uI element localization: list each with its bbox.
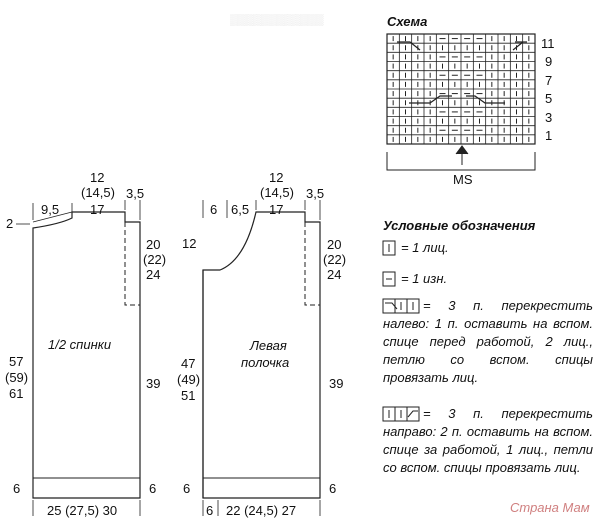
front-armhole: (22) <box>323 252 347 267</box>
back-total-length: 61 <box>9 386 24 401</box>
back-top-width: 17 <box>90 202 105 217</box>
front-title: полочка <box>241 355 290 370</box>
front-bottom-width: 22 (24,5) 27 <box>226 503 297 518</box>
back-title: 1/2 спинки <box>48 337 112 352</box>
front-armhole: 24 <box>327 267 342 282</box>
legend-cross-right: = 3 п. перекрестить направо: 2 п. оставить на вспом. спице за работой, 1 лиц., петли со вспом. спицы провязать лиц. <box>383 406 593 475</box>
front-title: Левая <box>250 338 287 353</box>
front-edge-width: 6 <box>210 202 218 217</box>
front-rib-height: 6 <box>329 481 337 496</box>
row-number: 5 <box>545 91 553 106</box>
back-rib-height: 6 <box>13 481 21 496</box>
front-top-width: 12 <box>269 170 284 185</box>
back-total-length: 57 <box>9 354 24 369</box>
front-top-width: 17 <box>269 202 284 217</box>
back-armhole: 24 <box>146 267 161 282</box>
front-total-length: 51 <box>181 388 196 403</box>
legend-knit: = 1 лиц. <box>401 240 449 255</box>
front-shoulder: 3,5 <box>306 186 325 201</box>
legend-cross-left: = 3 п. перекрестить налево: 1 п. оставить на вспом. спице перед работой, 2 лиц., петлю со вспом. спицы провязать лиц. <box>383 298 593 385</box>
front-total-length: 47 <box>181 356 196 371</box>
front-neck-width: 6,5 <box>231 202 250 217</box>
legend-title: Условные обозначения <box>383 218 536 233</box>
faded-text: ▒▒▒▒▒▒▒▒▒▒▒▒ <box>230 14 324 26</box>
front-side-length: 39 <box>329 376 344 391</box>
watermark-logo: Страна Мам <box>510 500 590 515</box>
back-neck-depth: 2 <box>6 216 14 231</box>
back-dimension-lines <box>16 200 140 516</box>
front-neck-depth: 12 <box>182 236 197 251</box>
scheme-title: Схема <box>387 14 428 29</box>
back-side-length: 39 <box>146 376 161 391</box>
back-top-width: 12 <box>90 170 105 185</box>
row-number: 9 <box>545 54 553 69</box>
front-bottom-edge: 6 <box>206 503 214 518</box>
cable-left-symbol <box>409 96 452 103</box>
stitch-chart <box>387 34 535 144</box>
back-rib-height: 6 <box>149 481 157 496</box>
back-bottom-width: 25 (27,5) 30 <box>47 503 118 518</box>
front-rib-height: 6 <box>183 481 191 496</box>
back-shoulder: 3,5 <box>126 186 145 201</box>
row-number: 11 <box>541 36 555 51</box>
row-number: 7 <box>545 73 553 88</box>
back-total-length: (59) <box>5 370 29 385</box>
row-number: 1 <box>545 128 553 143</box>
repeat-label: MS <box>453 172 473 187</box>
front-top-width: (14,5) <box>260 185 294 200</box>
row-number: 3 <box>545 110 553 125</box>
front-armhole: 20 <box>327 237 342 252</box>
back-top-width: (14,5) <box>81 185 115 200</box>
legend-purl: = 1 изн. <box>401 271 448 286</box>
back-neck-width: 9,5 <box>41 202 60 217</box>
back-outline <box>33 212 140 498</box>
repeat-bracket <box>387 146 535 170</box>
back-armhole: (22) <box>143 252 167 267</box>
back-armhole: 20 <box>146 237 161 252</box>
front-total-length: (49) <box>177 372 201 387</box>
